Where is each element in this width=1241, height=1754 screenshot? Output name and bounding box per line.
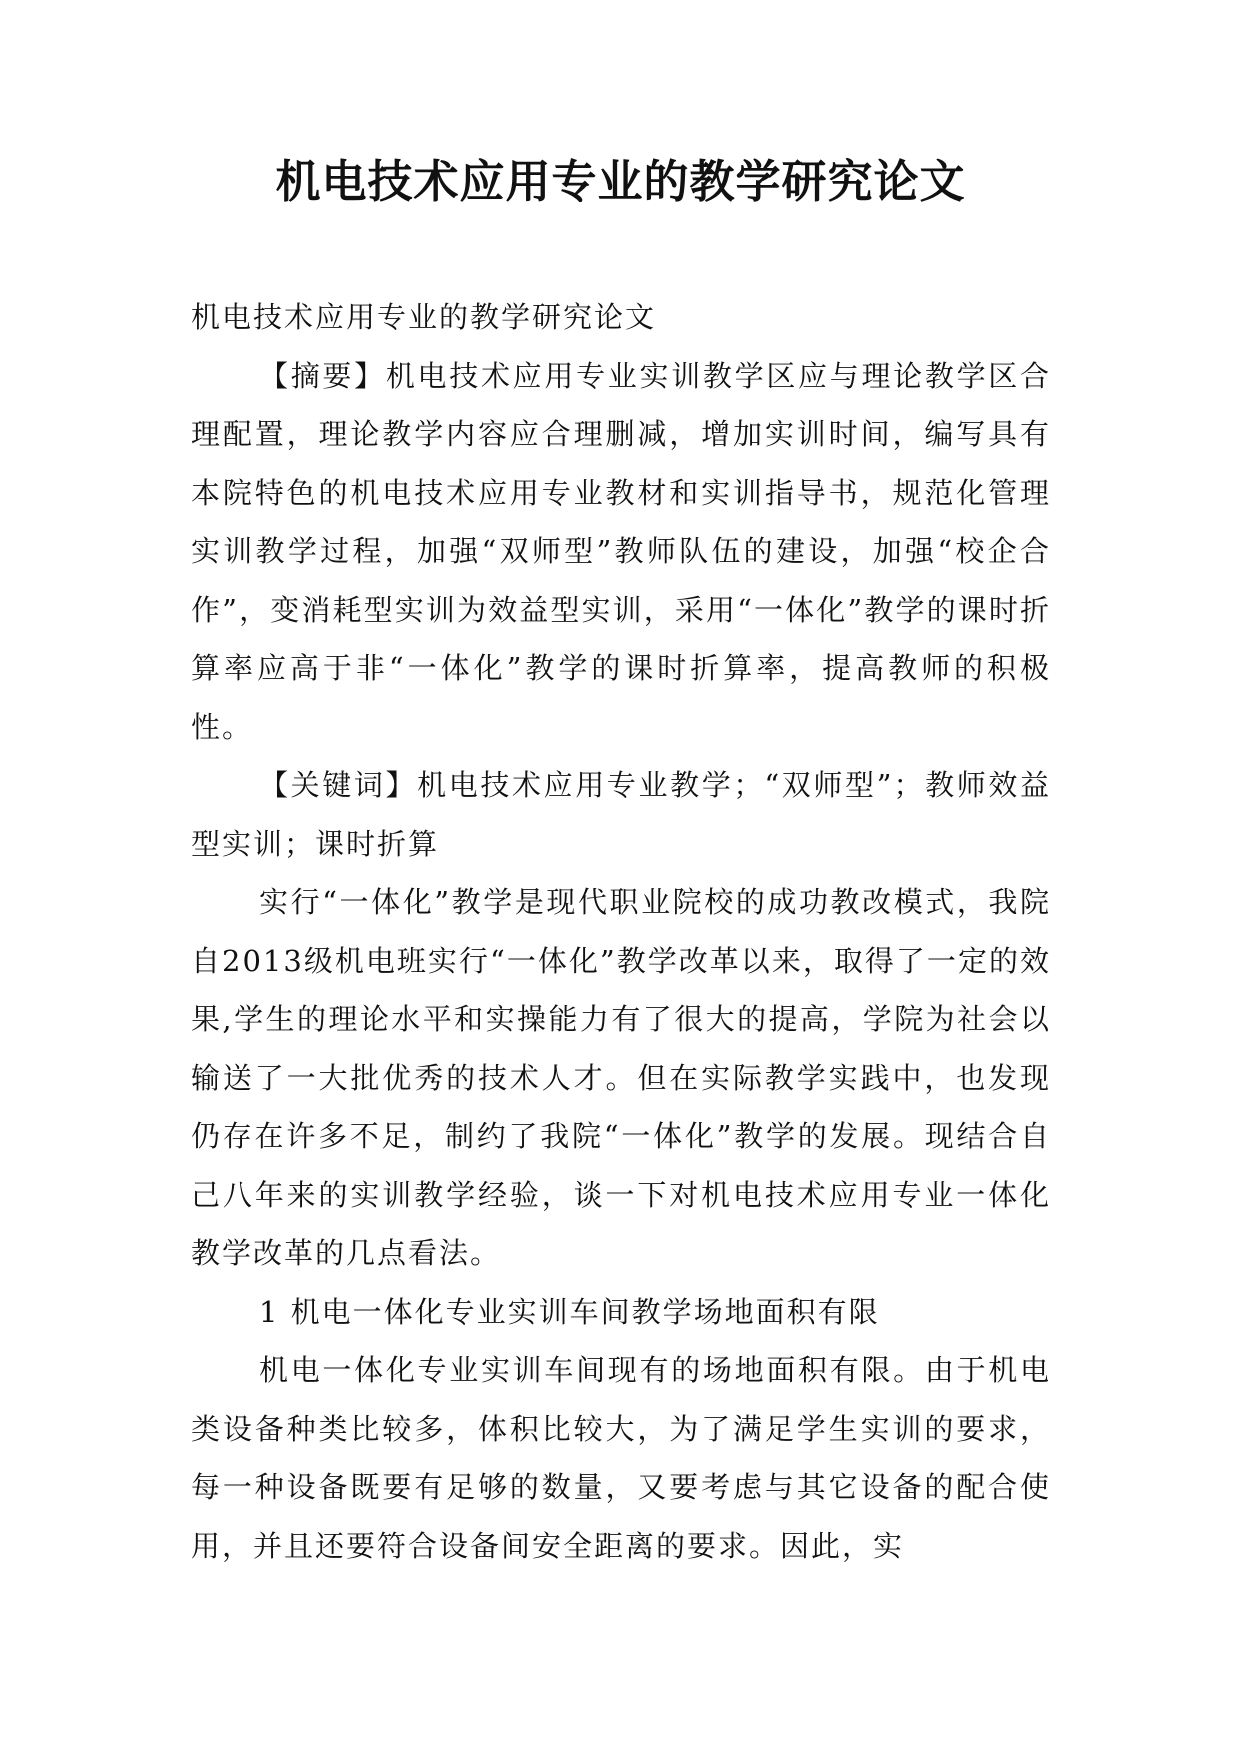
paragraph-heading-repeat: 机电技术应用专业的教学研究论文 <box>191 300 657 334</box>
paragraph-abstract: 【摘要】机电技术应用专业实训教学区应与理论教学区合理配置，理论教学内容应合理删减，增加实训时间，编写具有本院特色的机电技术应用专业教材和实训指导书，规范化管理实训教学过程，加强“双师型”教师队伍的建设，加强“校企合作”，变消耗型实训为效益型实训，采用“一体化”教学的课时折算率应高于非“一体化”教学的课时折算率，提高教师的积极性。 <box>191 358 1051 744</box>
document-title: 机电技术应用专业的教学研究论文 <box>275 155 966 208</box>
paragraph-intro: 实行“一体化”教学是现代职业院校的成功教改模式，我院自2013级机电班实行“一体化”教学改革以来，取得了一定的效果,学生的理论水平和实操能力有了很大的提高，学院为社会以输送了一大批优秀的技术人才。但在实际教学实践中，也发现仍存在许多不足，制约了我院“一体化”教学的发展。现结合自己八年来的实训教学经验，谈一下对机电技术应用专业一体化教学改革的几点看法。 <box>191 885 1051 1270</box>
section-heading-1: 1 机电一体化专业实训车间教学场地面积有限 <box>259 1294 880 1329</box>
paragraph-keywords: 【关键词】机电技术应用专业教学；“双师型”；教师效益型实训；课时折算 <box>191 768 1051 861</box>
document-body <box>191 288 1051 1575</box>
paragraph-section-1: 机电一体化专业实训车间现有的场地面积有限。由于机电类设备种类比较多，体积比较大，为了满足学生实训的要求，每一种设备既要有足够的数量，又要考虑与其它设备的配合使用，并且还要符合设备间安全距离的要求。因此，实 <box>191 1353 1051 1563</box>
